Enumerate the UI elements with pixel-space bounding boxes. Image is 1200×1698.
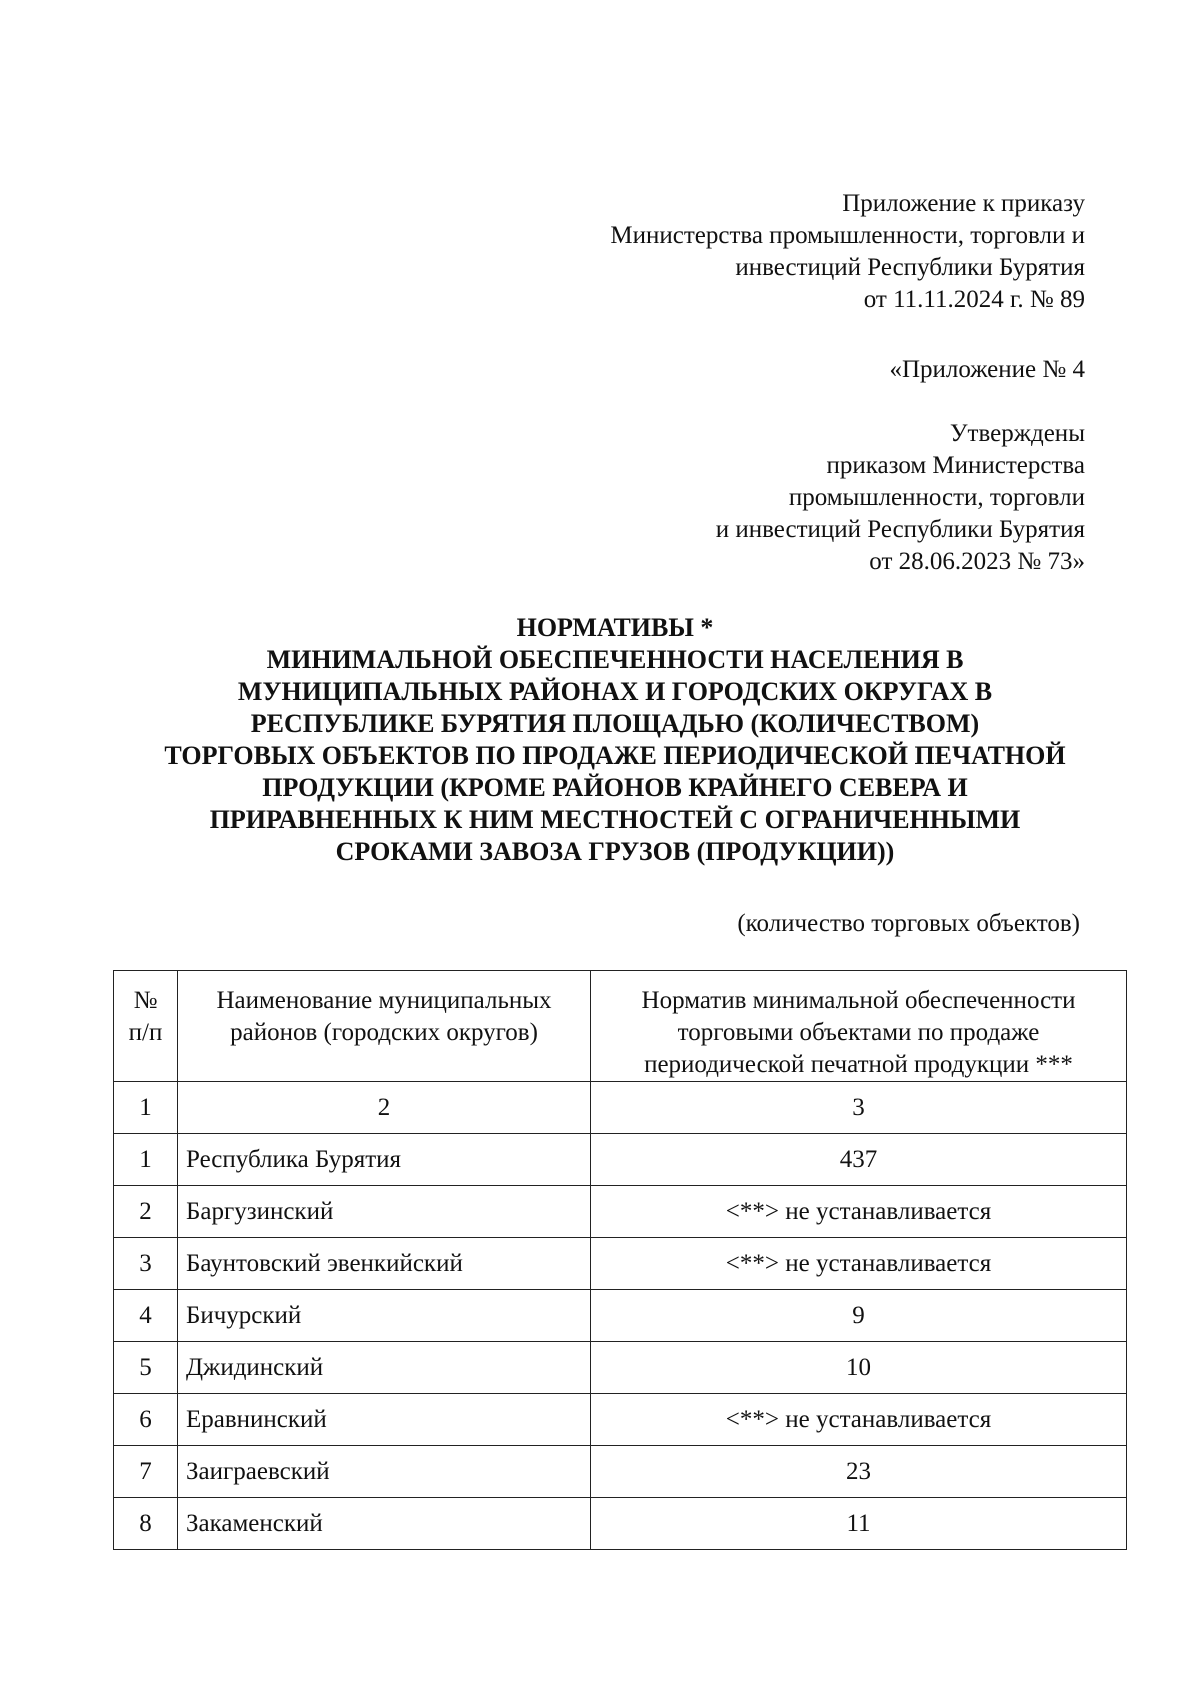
appendix-number [889, 354, 1085, 386]
header-name-line: Наименование муниципальных [216, 987, 552, 1014]
header-norm-line: Норматив минимальной обеспеченности [641, 987, 1076, 1014]
approval-line: промышленности, торговли [788, 484, 1085, 511]
appendix-number-line: «Приложение № 4 [889, 356, 1085, 383]
index-cell: 3 [591, 1082, 1127, 1134]
row-num: 3 [114, 1238, 178, 1290]
appendix-header [610, 188, 1085, 316]
row-num: 1 [114, 1134, 178, 1186]
row-norm: <**> не устанавливается [591, 1186, 1127, 1238]
approval-line: и инвестиций Республики Бурятия [715, 516, 1085, 543]
header-norm-line: периодической печатной продукции *** [644, 1051, 1073, 1078]
table-row [114, 1394, 1127, 1446]
row-norm: 23 [591, 1446, 1127, 1498]
table-row [114, 1290, 1127, 1342]
header-norm-line: торговыми объектами по продаже [677, 1019, 1040, 1046]
units-note: (количество торговых объектов) [737, 910, 1080, 937]
document-title [90, 612, 1140, 868]
title-line: МИНИМАЛЬНОЙ ОБЕСПЕЧЕННОСТИ НАСЕЛЕНИЯ В [266, 645, 964, 674]
row-norm: 437 [591, 1134, 1127, 1186]
index-cell: 1 [114, 1082, 178, 1134]
appendix-header-line: от 11.11.2024 г. № 89 [863, 286, 1085, 313]
table-row [114, 1342, 1127, 1394]
title-line: ПРОДУКЦИИ (КРОМЕ РАЙОНОВ КРАЙНЕГО СЕВЕРА И [262, 773, 968, 802]
approval-line: приказом Министерства [826, 452, 1085, 479]
row-name: Баунтовский эвенкийский [178, 1238, 591, 1290]
header-name-line: районов (городских округов) [230, 1019, 538, 1046]
row-name: Еравнинский [178, 1394, 591, 1446]
table-row [114, 1238, 1127, 1290]
table-row [114, 1186, 1127, 1238]
title-line: МУНИЦИПАЛЬНЫХ РАЙОНАХ И ГОРОДСКИХ ОКРУГАХ В [237, 677, 993, 706]
table-row [114, 1446, 1127, 1498]
header-name [178, 971, 591, 1082]
row-name: Закаменский [178, 1498, 591, 1550]
row-num: 5 [114, 1342, 178, 1394]
row-name: Баргузинский [178, 1186, 591, 1238]
index-cell: 2 [178, 1082, 591, 1134]
row-name: Джидинский [178, 1342, 591, 1394]
row-norm: <**> не устанавливается [591, 1238, 1127, 1290]
header-norm [591, 971, 1127, 1082]
title-line: НОРМАТИВЫ * [516, 613, 714, 642]
title-line: ПРИРАВНЕННЫХ К НИМ МЕСТНОСТЕЙ С ОГРАНИЧЕННЫМИ [209, 805, 1021, 834]
norms-table [113, 970, 1127, 1550]
row-name: Республика Бурятия [178, 1134, 591, 1186]
title-line: СРОКАМИ ЗАВОЗА ГРУЗОВ (ПРОДУКЦИИ)) [335, 837, 895, 866]
approval-line: от 28.06.2023 № 73» [869, 548, 1085, 575]
approval-line: Утверждены [949, 420, 1085, 447]
header-num-line: п/п [128, 1019, 163, 1046]
title-line: ТОРГОВЫХ ОБЪЕКТОВ ПО ПРОДАЖЕ ПЕРИОДИЧЕСКОЙ ПЕЧАТНОЙ [164, 741, 1066, 770]
table-row [114, 1498, 1127, 1550]
header-num [114, 971, 178, 1082]
row-norm: 11 [591, 1498, 1127, 1550]
title-line: РЕСПУБЛИКЕ БУРЯТИЯ ПЛОЩАДЬЮ (КОЛИЧЕСТВОМ) [250, 709, 980, 738]
header-num-line: № [133, 987, 158, 1014]
row-num: 7 [114, 1446, 178, 1498]
row-num: 4 [114, 1290, 178, 1342]
approval-block [716, 418, 1085, 578]
row-num: 2 [114, 1186, 178, 1238]
row-norm: 9 [591, 1290, 1127, 1342]
appendix-header-line: инвестиций Республики Бурятия [735, 254, 1085, 281]
row-norm: <**> не устанавливается [591, 1394, 1127, 1446]
row-name: Бичурский [178, 1290, 591, 1342]
table-index-row [114, 1082, 1127, 1134]
table-header-row [114, 971, 1127, 1082]
row-norm: 10 [591, 1342, 1127, 1394]
row-num: 6 [114, 1394, 178, 1446]
row-num: 8 [114, 1498, 178, 1550]
appendix-header-line: Приложение к приказу [842, 190, 1085, 217]
appendix-header-line: Министерства промышленности, торговли и [610, 222, 1085, 249]
row-name: Заиграевский [178, 1446, 591, 1498]
table-row [114, 1134, 1127, 1186]
